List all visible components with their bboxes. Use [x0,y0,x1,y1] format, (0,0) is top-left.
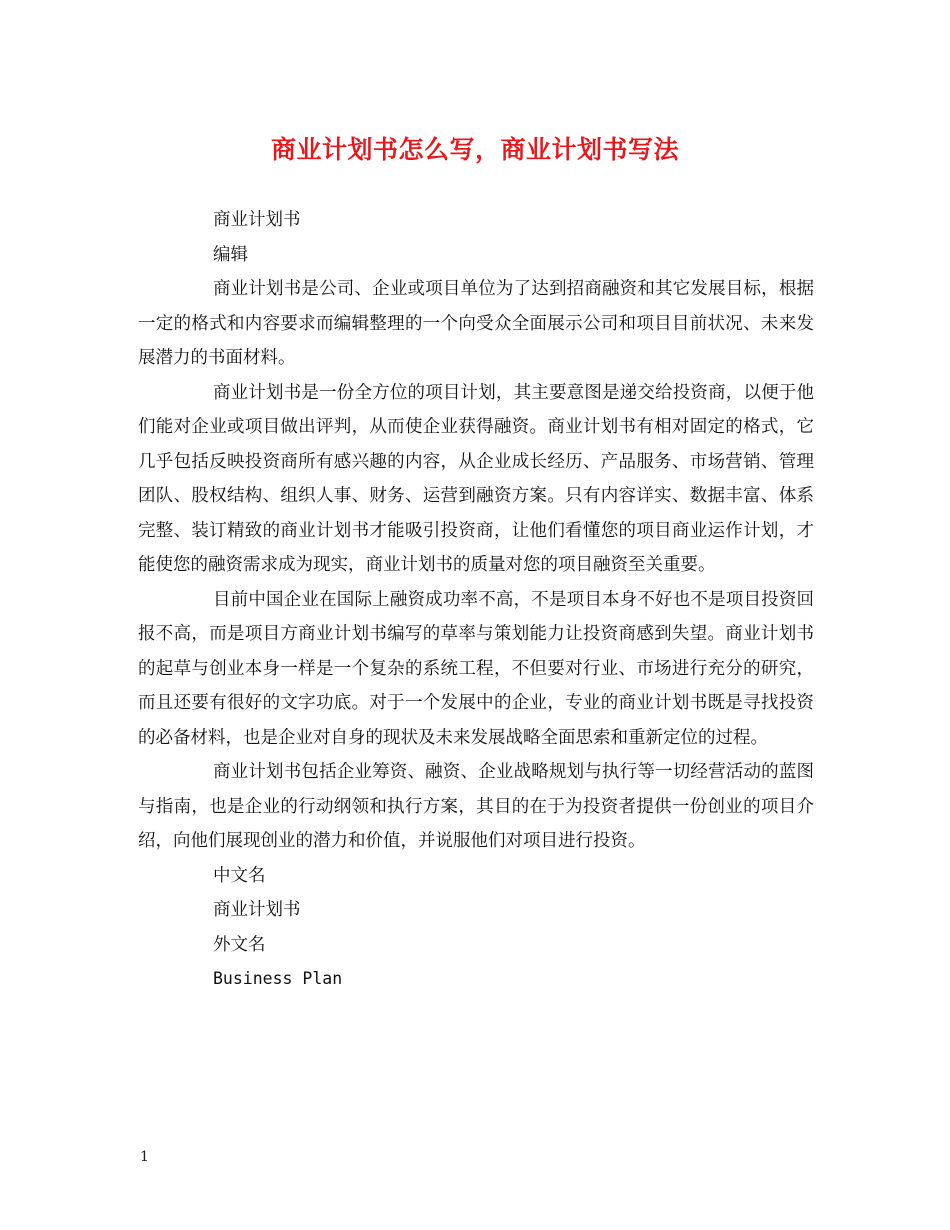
paragraph-4: 商业计划书包括企业筹资、融资、企业战略规划与执行等一切经营活动的蓝图与指南，也是企业的行动纲领和执行方案，其目的在于为投资者提供一份创业的项目介绍，向他们展现创业的潜力和价值，并说服他们对项目进行投资。 [138,762,814,851]
foreign-name-label: 外文名 [213,934,266,955]
heading-term: 商业计划书 [213,210,301,230]
paragraph-1: 商业计划书是公司、企业或项目单位为了达到招商融资和其它发展目标，根据一定的格式和内容要求而编辑整理的一个向受众全面展示公司和项目目前状况、未来发展潜力的书面材料。 [138,279,814,368]
chinese-name-value: 商业计划书 [213,900,301,920]
edit-label: 编辑 [213,244,248,265]
chinese-name-label: 中文名 [213,865,266,886]
document-body [138,203,814,997]
paragraph-3: 目前中国企业在国际上融资成功率不高，不是项目本身不好也不是项目投资回报不高，而是项目方商业计划书编写的草率与策划能力让投资商感到失望。商业计划书的起草与创业本身一样是一个复杂的系统工程，不但要对行业、市场进行充分的研究，而且还要有很好的文字功底。对于一个发展中的企业，专业的商业计划书既是寻找投资的必备材料，也是企业对自身的现状及未来发展战略全面思索和重新定位的过程。 [138,589,814,748]
page-number: 1 [140,1149,149,1165]
paragraph-2: 商业计划书是一份全方位的项目计划，其主要意图是递交给投资商，以便于他们能对企业或项目做出评判，从而使企业获得融资。商业计划书有相对固定的格式，它几乎包括反映投资商所有感兴趣的内容，从企业成长经历、产品服务、市场营销、管理团队、股权结构、组织人事、财务、运营到融资方案。只有内容详实、数据丰富、体系完整、装订精致的商业计划书才能吸引投资商，让他们看懂您的项目商业运作计划，才能使您的融资需求成为现实，商业计划书的质量对您的项目融资至关重要。 [138,382,814,575]
foreign-name-value: Business Plan [213,969,343,988]
document-title: 商业计划书怎么写，商业计划书写法 [270,135,679,164]
